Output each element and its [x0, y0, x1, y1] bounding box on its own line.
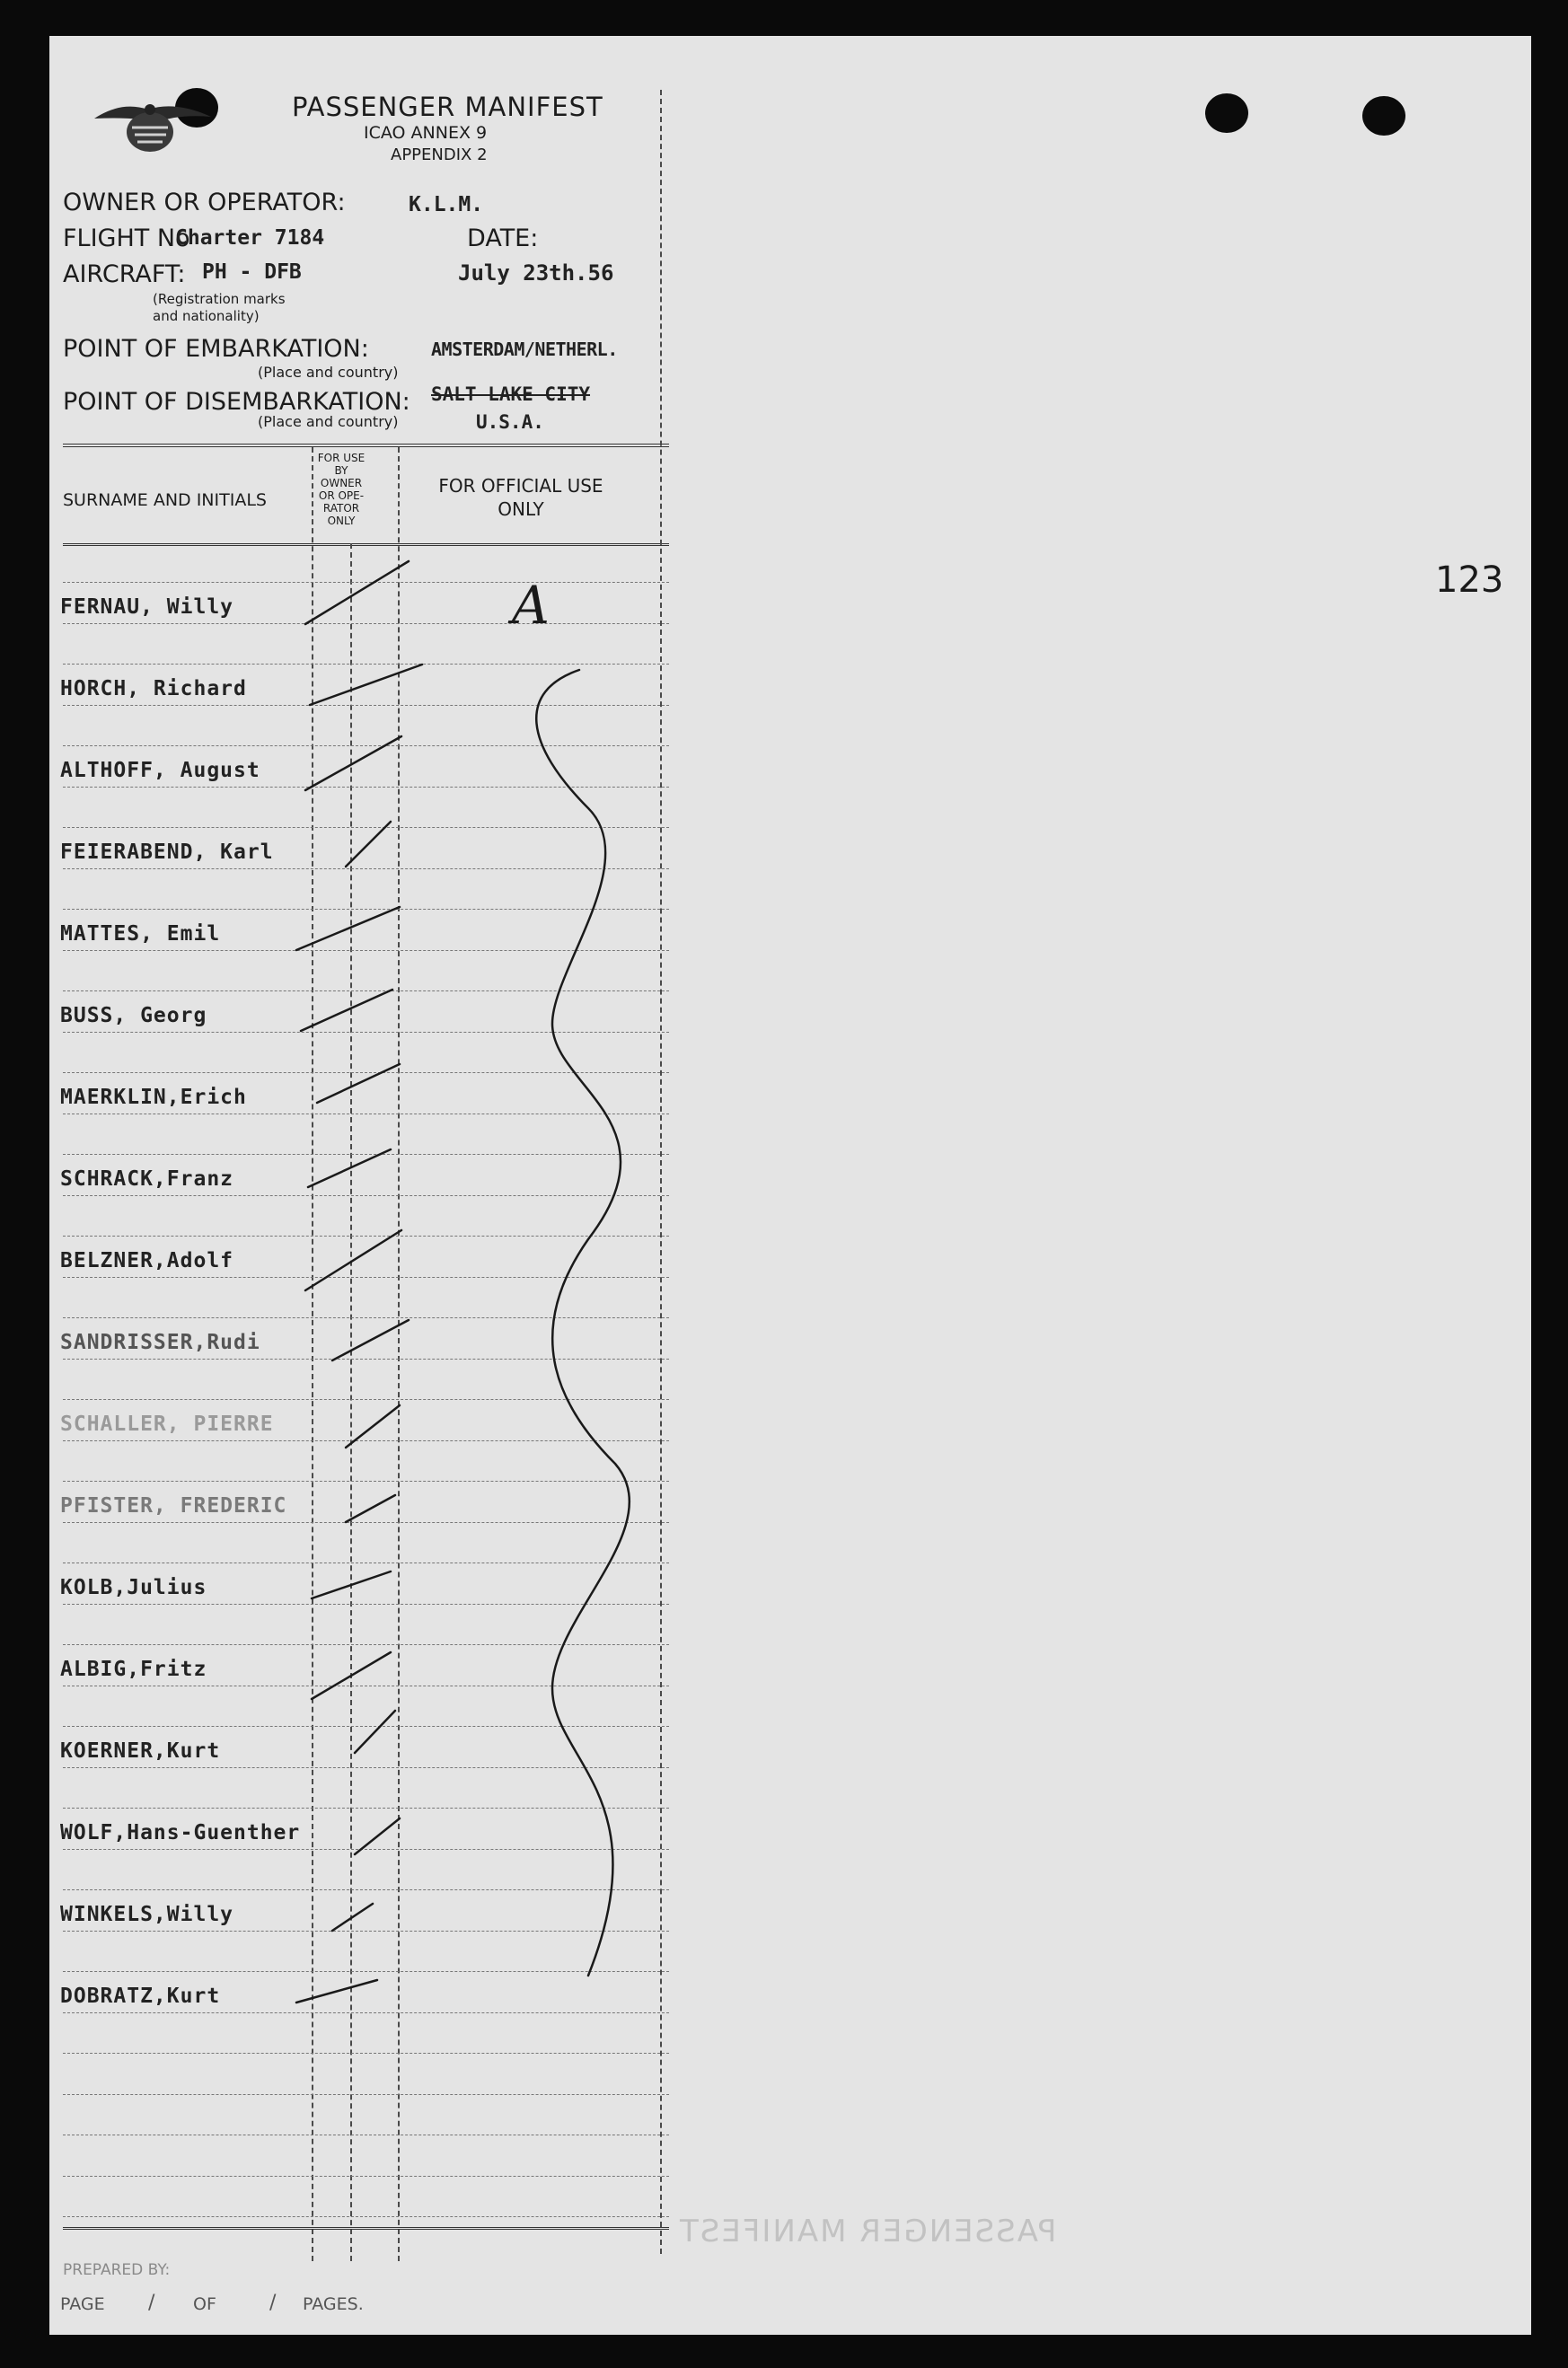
pages-label: PAGES. — [303, 2294, 364, 2314]
registration-note-2: and nationality) — [153, 308, 260, 324]
passenger-name: FERNAU, Willy — [60, 595, 234, 619]
passenger-name: ALBIG,Fritz — [60, 1658, 207, 1681]
aircraft-value: PH - DFB — [202, 260, 302, 284]
handwritten-marks — [49, 36, 678, 2263]
form-subtitle-annex: ICAO ANNEX 9 — [364, 123, 488, 143]
of-label: OF — [193, 2294, 216, 2314]
prepared-by-label: PREPARED BY: — [63, 2261, 171, 2279]
footer-divider — [63, 2227, 669, 2230]
punch-hole — [1362, 96, 1405, 136]
passenger-name: SANDRISSER,Rudi — [60, 1331, 260, 1354]
official-mark: A — [512, 575, 550, 636]
page-number: 123 — [1435, 559, 1504, 601]
passenger-name: HORCH, Richard — [60, 677, 247, 700]
punch-hole — [1205, 93, 1248, 133]
passenger-name: MAERKLIN,Erich — [60, 1086, 247, 1109]
registration-note-1: (Registration marks — [153, 291, 286, 307]
date-label: DATE: — [467, 224, 539, 252]
flight-value: Charter 7184 — [175, 226, 325, 250]
passenger-name: PFISTER, FREDERIC — [60, 1494, 287, 1518]
manifest-sheet — [49, 36, 1531, 2335]
passenger-name: FEIERABEND, Karl — [60, 841, 274, 864]
passenger-name: BUSS, Georg — [60, 1004, 207, 1027]
flight-label: FLIGHT No — [63, 224, 190, 252]
disembarkation-label: POINT OF DISEMBARKATION: — [63, 388, 410, 416]
embarkation-value: AMSTERDAM/NETHERL. — [431, 339, 618, 360]
passenger-name: KOLB,Julius — [60, 1576, 207, 1599]
page-slash: / — [148, 2292, 155, 2314]
passenger-name: WOLF,Hans-Guenther — [60, 1821, 301, 1844]
date-value: July 23th.56 — [458, 260, 614, 286]
passenger-name: WINKELS,Willy — [60, 1903, 234, 1926]
form-subtitle-appendix: APPENDIX 2 — [391, 145, 488, 164]
owner-label: OWNER OR OPERATOR: — [63, 189, 346, 216]
column-header-owner-use: FOR USE BY OWNER OR OPE- RATOR ONLY — [317, 452, 366, 527]
disembarkation-struck-value: SALT LAKE CITY — [431, 383, 591, 405]
embarkation-label: POINT OF EMBARKATION: — [63, 335, 369, 363]
disembarkation-note: (Place and country) — [258, 413, 399, 430]
passenger-name: MATTES, Emil — [60, 922, 221, 946]
passenger-name: BELZNER,Adolf — [60, 1249, 234, 1272]
passenger-name: SCHRACK,Franz — [60, 1167, 234, 1191]
column-header-surname: SURNAME AND INITIALS — [63, 490, 267, 510]
disembarkation-value: U.S.A. — [476, 411, 544, 433]
owner-value: K.L.M. — [409, 193, 484, 216]
embarkation-note: (Place and country) — [258, 364, 399, 381]
pages-slash: / — [269, 2292, 277, 2314]
passenger-name: DOBRATZ,Kurt — [60, 1985, 221, 2008]
page-label: PAGE — [60, 2294, 105, 2314]
form-title: PASSENGER MANIFEST — [292, 92, 603, 122]
aircraft-label: AIRCRAFT: — [63, 260, 186, 288]
passenger-name: ALTHOFF, August — [60, 759, 260, 782]
column-header-official-use: FOR OFFICIAL USE ONLY — [438, 475, 603, 520]
passenger-name: SCHALLER, PIERRE — [60, 1413, 274, 1436]
bleed-through-heading: PASSENGER MANIFEST — [678, 2214, 1057, 2249]
passenger-name: KOERNER,Kurt — [60, 1739, 221, 1763]
